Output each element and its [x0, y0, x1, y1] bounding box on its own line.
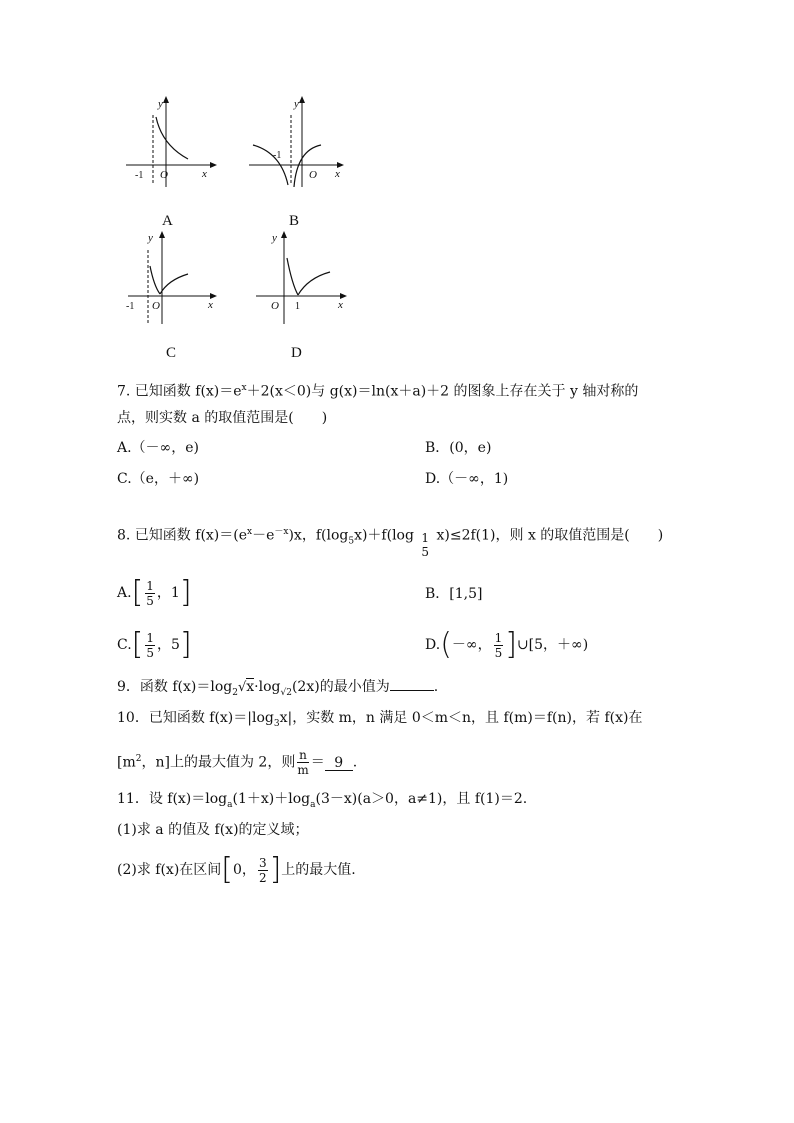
q9-line: 9．函数 $f(x)=\log_2√x\cdot\log_{√2}(2x)$的最小值为 .	[117, 679, 439, 698]
graph-b-origin-label: O	[309, 169, 317, 181]
q8-line: 8. 已知函数 $f(x)=(e^x-e^{-x})x$，$f(\log_5x)+f(\log$ 1 5 x)≤2f(1)，则 x 的取值范围是( )	[117, 527, 664, 559]
graph-a-x-label: x	[202, 168, 207, 180]
graph-c	[122, 228, 222, 328]
q8-option-b: B．[1,5]	[425, 586, 483, 602]
graph-d-caption: D	[291, 345, 302, 361]
q11-part2: (2)求 f(x)在区间[0， $\frac{3}{2}$ ]上的最大值.	[117, 852, 356, 887]
graph-c-y-label: y	[148, 232, 153, 244]
graph-a	[120, 95, 220, 190]
graph-b-caption: B	[289, 213, 300, 229]
graph-c-origin-label: O	[152, 300, 160, 312]
graph-a-origin-label: O	[160, 169, 168, 181]
q7-option-d: D.（－∞，1)	[425, 471, 509, 487]
graph-d-origin-label: O	[271, 300, 279, 312]
q8-option-a: A.[ $\frac{1}{5}$ ，1]	[117, 575, 192, 610]
graph-b	[245, 95, 350, 190]
q11-line1: 11．设 $f(x)=\log_a(1+x)+\log_a(3-x)(a>0$，a≠1)，且 f(1)＝2.	[117, 791, 528, 810]
graph-b-neg1-label: -1	[273, 150, 282, 161]
graph-d-one-label: 1	[295, 301, 300, 312]
graph-c-neg1-label: -1	[126, 301, 135, 312]
q8-option-d: D.(－∞， $\frac{1}{5}$ ]∪[5，＋∞)	[425, 627, 589, 662]
q10-line2: [$m^2$，n]上的最大值为 2，则 $\frac{n}{m}$ ＝ 9 .	[117, 748, 358, 778]
graph-b-y-label: y	[294, 98, 299, 110]
graph-c-caption: C	[166, 345, 177, 361]
graph-d-y-label: y	[272, 232, 277, 244]
q7-option-c: C.（e，＋∞)	[117, 471, 200, 487]
graph-d-x-label: x	[338, 299, 343, 311]
q9-answer-blank	[390, 690, 434, 691]
graph-a-y-label: y	[158, 98, 163, 110]
q7-option-a: A.（－∞，e)	[117, 440, 199, 456]
graph-c-x-label: x	[208, 299, 213, 311]
graph-a-caption: A	[162, 213, 173, 229]
q7-line2: 点，则实数 a 的取值范围是( )	[117, 410, 328, 426]
q10-answer: 9	[325, 756, 353, 771]
q7-option-b: B．(0，e)	[425, 440, 492, 456]
q8-option-c: C.[ $\frac{1}{5}$ ，5]	[117, 627, 192, 662]
q7-line1: 7. 已知函数 $f(x)=e^x+2(x<0)$与 g(x)＝ln(x＋a)＋2 的图象上存在关于 y 轴对称的	[117, 383, 639, 400]
graph-d	[252, 228, 352, 328]
q11-part1: (1)求 a 的值及 f(x)的定义域；	[117, 822, 309, 838]
graph-b-x-label: x	[335, 168, 340, 180]
q8-fraction: 1 5	[421, 530, 430, 559]
q10-fraction: $\frac{n}{m}$	[297, 748, 309, 778]
graph-a-neg1-label: -1	[135, 170, 144, 181]
q10-line1: 10．已知函数 $f(x)=|\log_3x|$，实数 m，n 满足 0＜m＜n，且 f(m)＝f(n)，若 f(x)在	[117, 710, 643, 729]
